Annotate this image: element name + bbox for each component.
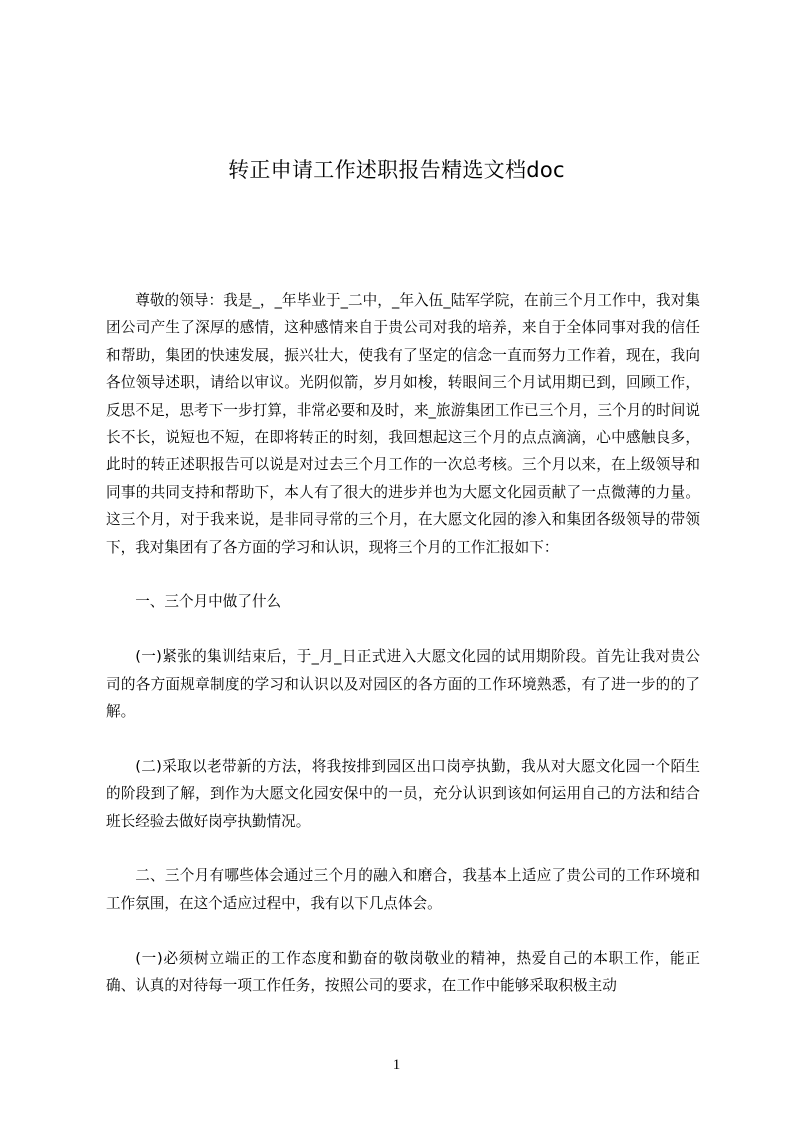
document-title: 转正申请工作述职报告精选文档doc xyxy=(228,158,565,183)
section-heading-2: 二、三个月有哪些体会通过三个月的融入和磨合，我基本上适应了贵公司的工作环境和工作氛围，在这个适应过程中，我有以下几点体会。 xyxy=(106,867,700,912)
paragraph-opening: 尊敬的领导：我是_，_年毕业于_二中，_年入伍_陆军学院，在前三个月工作中，我对集团公司产生了深厚的感情，这种感情来自于贵公司对我的培养，来自于全体同事对我的信任和帮助，集团的快速发展，振兴壮大，使我有了坚定的信念一直而努力工作着，现在，我向各位领导述职，请给以审议。光阴似箭，岁月如梭，转眼间三个月试用期已到，回顾工作，反思不足，思考下一步打算，非常必要和及时，来_旅游集团工作已三个月，三个月的时间说长不长，说短也不短，在即将转正的时刻，我回想起这三个月的点点滴滴，心中感触良多，此时的转正述职报告可以说是对过去三个月工作的一次总考核。三个月以来，在上级领导和同事的共同支持和帮助下，本人有了很大的进步并也为大愿文化园贡献了一点微薄的力量。这三个月，对于我来说，是非同寻常的三个月，在大愿文化园的渗入和集团各级领导的带领下，我对集团有了各方面的学习和认识，现将三个月的工作汇报如下： xyxy=(106,292,700,556)
paragraph-item-1-2: (二)采取以老带新的方法，将我按排到园区出口岗亭执勤，我从对大愿文化园一个陌生的阶段到了解，到作为大愿文化园安保中的一员，充分认识到该如何运用自己的方法和结合班长经验去做好岗亭执勤情况。 xyxy=(106,757,700,830)
document-body xyxy=(106,287,700,999)
paragraph-item-2-1: (一)必须树立端正的工作态度和勤奋的敬岗敬业的精神，热爱自己的本职工作，能正确、认真的对待每一项工作任务，按照公司的要求，在工作中能够采取积极主动 xyxy=(106,949,700,995)
section-heading-1: 一、三个月中做了什么 xyxy=(135,593,282,611)
paragraph-item-1-1: (一)紧张的集训结束后，于_月_日正式进入大愿文化园的试用期阶段。首先让我对贵公司的各方面规章制度的学习和认识以及对园区的各方面的工作环境熟悉，有了进一步的的了解。 xyxy=(106,648,700,721)
page-number: 1 xyxy=(392,1057,401,1073)
